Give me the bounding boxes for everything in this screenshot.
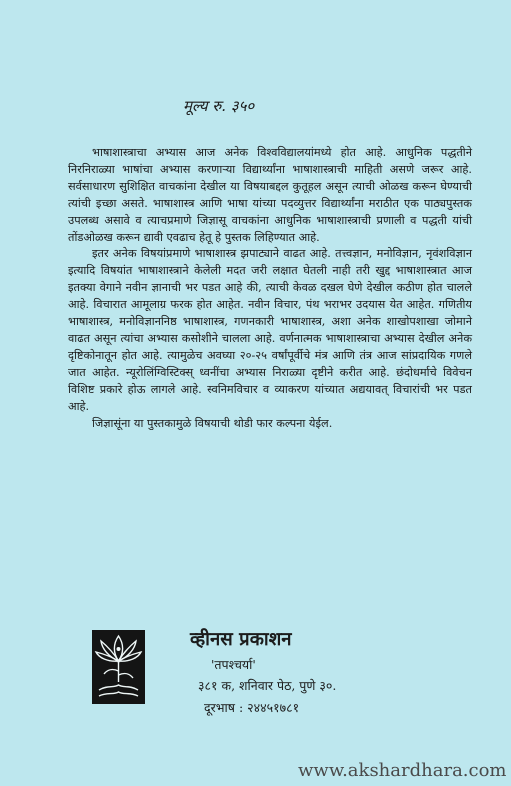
blurb-paragraph-1: भाषाशास्त्राचा अभ्यास आज अनेक विश्वविद्यालयांमध्ये होत आहे. आधुनिक पद्धतीने निरनिराळ्या भाषांचा अभ्यास करणाऱ्या विद्यार्थ्यांना भाषाशास्त्राची माहिती असणे जरूर आहे. सर्वसाधारण सुशिक्षित वाचकांना देखील या विषयाबद्दल कुतूहल असून त्याची ओळख करून घेण्याची त्यांची इच्छा असते. भाषाशास्त्र आणि भाषा यांच्या पदव्युत्तर विद्यार्थ्यांना मराठीत एक पाठ्यपुस्तक उपलब्ध असावे व त्याचप्रमाणे जिज्ञासू वाचकांना आधुनिक भाषाशास्त्राची प्रणाली व पद्धती यांची तोंडओळख करून द्यावी एवढाच हेतू हे पुस्तक लिहिण्यात आहे. [68,146,472,244]
publisher-phone: दूरभाष : २४४५१७८१ [204,700,300,715]
publisher-name: व्हीनस प्रकाशन [190,629,292,650]
price-label: मूल्य रु. ३५० [183,97,255,115]
publisher-subname: 'तपश्चर्या' [211,657,256,672]
blurb-paragraph-3: जिज्ञासूंना या पुस्तकामुळे विषयाची थोडी फार कल्पना येईल. [92,416,333,430]
blurb-paragraph-2: इतर अनेक विषयांप्रमाणे भाषाशास्त्र झपाट्याने वाढत आहे. तत्त्वज्ञान, मनोविज्ञान, नृवंशविज्ञान इत्यादि विषयांत भाषाशास्त्राने केलेली मदत जरी लक्षात घेतली नाही तरी खुद्द भाषाशास्त्रात आज इतक्या वेगाने नवीन ज्ञानाची भर पडत आहे की, त्याची केवळ दखल घेणे देखील कठीण होत चालले आहे. विचारात आमूलाग्र फरक होत आहेत. नवीन विचार, पंथ भराभर उदयास येत आहेत. गणितीय भाषाशास्त्र, मनोविज्ञाननिष्ठ भाषाशास्त्र, गणनकारी भाषाशास्त्र, अशा अनेक शाखोपशाखा जोमाने वाढत असून त्यांचा अभ्यास कसोशीने चालला आहे. वर्णनात्मक भाषाशास्त्राचा अभ्यास देखील अनेक दृष्टिकोनातून होत आहे. त्यामुळेच अवघ्या २०-२५ वर्षांपूर्वीचे मंत्र आणि तंत्र आज सांप्रदायिक गणले जात आहेत. न्यूरोलिंग्विस्टिक्स् ध्वनींचा अभ्यास निराळ्या दृष्टीने करीत आहे. छंदोधर्माचे विवेचन विशिष्ट प्रकारे होऊ लागले आहे. स्वनिमविचार व व्याकरण यांच्यात अद्ययावत् विचारांची भर पडत आहे. [68,247,472,413]
publisher-block [92,626,472,720]
blurb-text [68,145,472,432]
lotus-logo-icon [92,630,145,704]
publisher-address: ३८१ क, शनिवार पेठ, पुणे ३०. [198,678,337,693]
website-watermark: www.akshardhara.com [298,760,507,781]
